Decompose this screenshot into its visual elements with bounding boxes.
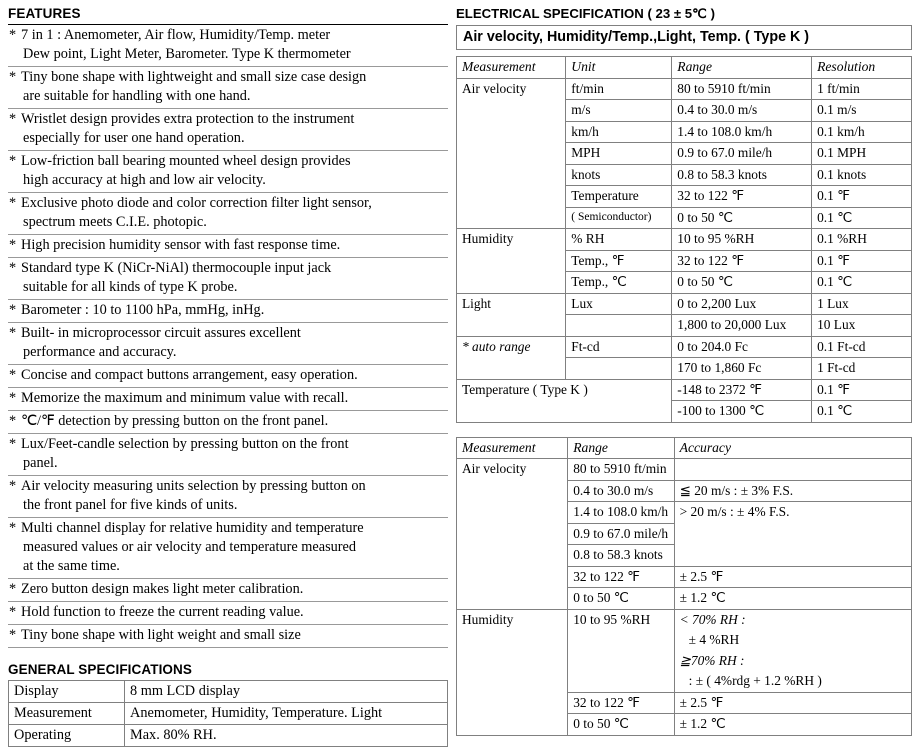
range-cell: 80 to 5910 ft/min xyxy=(568,459,674,481)
table-row xyxy=(457,609,912,630)
feature-line: panel. xyxy=(23,455,58,471)
feature-line: Exclusive photo diode and color correction filter light sensor, xyxy=(21,195,372,211)
bullet-icon: * xyxy=(9,153,17,169)
measurement-cell xyxy=(457,630,568,651)
accuracy-cell: > 20 m/s : ± 4% F.S. xyxy=(674,502,911,524)
unit-cell: Ft-cd xyxy=(566,336,672,358)
feature-line: Barometer : 10 to 1100 hPa, mmHg, inHg. xyxy=(21,302,265,318)
feature-item xyxy=(8,579,448,602)
table-row xyxy=(457,671,912,692)
feature-text xyxy=(21,110,448,148)
table-row xyxy=(457,692,912,714)
left-column xyxy=(8,6,448,747)
accuracy-cell xyxy=(674,545,911,567)
resolution-cell: 0.1 km/h xyxy=(812,121,912,143)
table-row xyxy=(457,630,912,651)
range-cell: 32 to 122 ℉ xyxy=(568,566,674,588)
feature-item xyxy=(8,109,448,151)
feature-line: Lux/Feet-candle selection by pressing button on the front xyxy=(21,436,349,452)
range-cell: 0 to 204.0 Fc xyxy=(672,336,812,358)
feature-line: Multi channel display for relative humidity and temperature xyxy=(21,520,364,536)
feature-line: performance and accuracy. xyxy=(23,344,177,360)
features-title: FEATURES xyxy=(8,6,81,21)
measurement-cell xyxy=(457,143,566,165)
accuracy-cell: ± 1.2 ℃ xyxy=(674,714,911,736)
feature-text xyxy=(21,366,448,385)
range-cell: 32 to 122 ℉ xyxy=(672,250,812,272)
range-cell: 32 to 122 ℉ xyxy=(568,692,674,714)
table-row xyxy=(457,315,912,337)
feature-text xyxy=(21,152,448,190)
accuracy-cell: ± 2.5 ℉ xyxy=(674,692,911,714)
accuracy-cell: ± 4 %RH xyxy=(674,630,911,651)
column-header: Range xyxy=(568,437,674,459)
bullet-icon: * xyxy=(9,111,17,127)
range-cell: 80 to 5910 ft/min xyxy=(672,78,812,100)
measurement-cell: * auto range xyxy=(457,336,566,358)
table-row xyxy=(457,336,912,358)
feature-item xyxy=(8,365,448,388)
table-row xyxy=(9,703,448,725)
range-cell: 10 to 95 %RH xyxy=(568,609,674,630)
table-row xyxy=(457,358,912,380)
table-row xyxy=(457,100,912,122)
feature-item xyxy=(8,518,448,579)
measurement-cell xyxy=(457,502,568,524)
accuracy-cell xyxy=(674,523,911,545)
resolution-cell: 0.1 %RH xyxy=(812,229,912,251)
feature-line: Dew point, Light Meter, Barometer. Type K thermometer xyxy=(23,46,351,62)
accuracy-cell xyxy=(674,459,911,481)
general-specifications-section xyxy=(8,662,448,747)
feature-text xyxy=(21,389,448,408)
electrical-specification-subtitle: Air velocity, Humidity/Temp.,Light, Temp. ( Type K ) xyxy=(456,25,912,50)
table-header-row xyxy=(457,437,912,459)
range-cell xyxy=(568,630,674,651)
measurement-cell: Air velocity xyxy=(457,459,568,481)
feature-line: Tiny bone shape with light weight and small size xyxy=(21,627,301,643)
measurement-cell xyxy=(457,272,566,294)
table-row xyxy=(457,523,912,545)
feature-text xyxy=(21,412,448,431)
measurement-cell xyxy=(457,480,568,502)
table-row xyxy=(457,651,912,672)
feature-line: Built- in microprocessor circuit assures excellent xyxy=(21,325,301,341)
table-row xyxy=(457,207,912,229)
unit-cell: MPH xyxy=(566,143,672,165)
unit-cell: Temp., ℃ xyxy=(566,272,672,294)
measurement-cell xyxy=(457,545,568,567)
table-row xyxy=(9,725,448,747)
table-row xyxy=(457,459,912,481)
specification-table xyxy=(456,56,912,423)
resolution-cell: 0.1 knots xyxy=(812,164,912,186)
resolution-cell: 0.1 Ft-cd xyxy=(812,336,912,358)
range-cell: 0 to 50 ℃ xyxy=(568,714,674,736)
bullet-icon: * xyxy=(9,413,17,429)
feature-item xyxy=(8,625,448,648)
feature-text xyxy=(21,194,448,232)
table-row xyxy=(457,401,912,423)
table-row xyxy=(457,379,912,401)
table-row xyxy=(457,164,912,186)
general-spec-value: Max. 80% RH. xyxy=(125,725,448,747)
feature-text xyxy=(21,324,448,362)
feature-line: Concise and compact buttons arrangement, easy operation. xyxy=(21,367,358,383)
measurement-cell xyxy=(457,121,566,143)
right-column xyxy=(456,6,912,736)
range-cell: 0 to 50 ℃ xyxy=(672,272,812,294)
table-row xyxy=(457,588,912,610)
features-list xyxy=(8,24,448,648)
table-row xyxy=(457,293,912,315)
unit-cell xyxy=(566,315,672,337)
table-row xyxy=(457,121,912,143)
table-row xyxy=(457,78,912,100)
resolution-cell: 0.1 ℉ xyxy=(812,250,912,272)
feature-text xyxy=(21,519,448,576)
feature-text xyxy=(21,26,448,64)
unit-cell: % RH xyxy=(566,229,672,251)
feature-text xyxy=(21,580,448,599)
measurement-cell xyxy=(457,671,568,692)
accuracy-cell: ≦ 20 m/s : ± 3% F.S. xyxy=(674,480,911,502)
feature-item xyxy=(8,434,448,476)
general-spec-value: 8 mm LCD display xyxy=(125,681,448,703)
accuracy-cell: ≧70% RH : xyxy=(674,651,911,672)
bullet-icon: * xyxy=(9,581,17,597)
feature-line: spectrum meets C.I.E. photopic. xyxy=(23,214,207,230)
unit-cell: Lux xyxy=(566,293,672,315)
bullet-icon: * xyxy=(9,302,17,318)
measurement-cell xyxy=(457,164,566,186)
unit-cell xyxy=(566,358,672,380)
bullet-icon: * xyxy=(9,325,17,341)
measurement-cell: Temperature ( Type K ) xyxy=(457,379,672,401)
measurement-cell xyxy=(457,523,568,545)
measurement-cell: Light xyxy=(457,293,566,315)
bullet-icon: * xyxy=(9,367,17,383)
measurement-cell xyxy=(457,100,566,122)
table-row xyxy=(457,714,912,736)
unit-cell: Temp., ℉ xyxy=(566,250,672,272)
feature-line: Hold function to freeze the current reading value. xyxy=(21,604,304,620)
feature-text xyxy=(21,68,448,106)
range-cell xyxy=(568,671,674,692)
measurement-cell xyxy=(457,186,566,208)
feature-item xyxy=(8,235,448,258)
measurement-cell xyxy=(457,651,568,672)
feature-line: Wristlet design provides extra protection to the instrument xyxy=(21,111,355,127)
measurement-cell xyxy=(457,250,566,272)
resolution-cell: 0.1 ℃ xyxy=(812,272,912,294)
table-row xyxy=(457,566,912,588)
table-row xyxy=(457,502,912,524)
feature-line: are suitable for handling with one hand. xyxy=(23,88,251,104)
feature-line: especially for user one hand operation. xyxy=(23,130,245,146)
unit-cell: Temperature xyxy=(566,186,672,208)
feature-text xyxy=(21,435,448,473)
range-cell: 0.8 to 58.3 knots xyxy=(672,164,812,186)
feature-line: High precision humidity sensor with fast response time. xyxy=(21,237,341,253)
measurement-cell: Humidity xyxy=(457,229,566,251)
measurement-cell xyxy=(457,692,568,714)
table-row xyxy=(457,545,912,567)
feature-line: measured values or air velocity and temperature measured xyxy=(23,539,357,555)
range-cell: 0.9 to 67.0 mile/h xyxy=(568,523,674,545)
feature-item xyxy=(8,388,448,411)
bullet-icon: * xyxy=(9,260,17,276)
measurement-cell xyxy=(457,401,672,423)
range-cell: 1.4 to 108.0 km/h xyxy=(672,121,812,143)
feature-item xyxy=(8,258,448,300)
measurement-cell xyxy=(457,358,566,380)
feature-text xyxy=(21,236,448,255)
feature-line: Standard type K (NiCr-NiAl) thermocouple input jack xyxy=(21,260,332,276)
range-cell: 32 to 122 ℉ xyxy=(672,186,812,208)
measurement-cell: Humidity xyxy=(457,609,568,630)
column-header: Range xyxy=(672,57,812,79)
unit-cell: ft/min xyxy=(566,78,672,100)
feature-item xyxy=(8,411,448,434)
feature-line: Low-friction ball bearing mounted wheel design provides xyxy=(21,153,351,169)
feature-item xyxy=(8,476,448,518)
unit-cell: m/s xyxy=(566,100,672,122)
bullet-icon: * xyxy=(9,478,17,494)
feature-item xyxy=(8,25,448,67)
resolution-cell: 1 Lux xyxy=(812,293,912,315)
bullet-icon: * xyxy=(9,627,17,643)
general-spec-value: Anemometer, Humidity, Temperature. Light xyxy=(125,703,448,725)
general-specifications-table xyxy=(8,680,448,747)
table-row xyxy=(457,272,912,294)
column-header: Resolution xyxy=(812,57,912,79)
bullet-icon: * xyxy=(9,27,17,43)
feature-line: Tiny bone shape with lightweight and small size case design xyxy=(21,69,367,85)
feature-line: 7 in 1 : Anemometer, Air flow, Humidity/Temp. meter xyxy=(21,27,331,43)
column-header: Accuracy xyxy=(674,437,911,459)
feature-line: ℃/℉ detection by pressing button on the front panel. xyxy=(21,413,329,429)
feature-line: at the same time. xyxy=(23,558,120,574)
feature-line: the front panel for five kinds of units. xyxy=(23,497,238,513)
resolution-cell: 0.1 MPH xyxy=(812,143,912,165)
bullet-icon: * xyxy=(9,520,17,536)
resolution-cell: 10 Lux xyxy=(812,315,912,337)
measurement-cell: Air velocity xyxy=(457,78,566,100)
feature-item xyxy=(8,323,448,365)
range-cell: 170 to 1,860 Fc xyxy=(672,358,812,380)
range-cell: 1,800 to 20,000 Lux xyxy=(672,315,812,337)
general-specifications-title: GENERAL SPECIFICATIONS xyxy=(8,662,192,677)
unit-cell: ( Semiconductor) xyxy=(566,207,672,229)
resolution-cell: 0.1 m/s xyxy=(812,100,912,122)
feature-line: Memorize the maximum and minimum value with recall. xyxy=(21,390,349,406)
resolution-cell: 0.1 ℃ xyxy=(812,207,912,229)
table-row xyxy=(457,186,912,208)
unit-cell: knots xyxy=(566,164,672,186)
feature-line: suitable for all kinds of type K probe. xyxy=(23,279,238,295)
measurement-cell xyxy=(457,315,566,337)
table-row xyxy=(457,143,912,165)
general-spec-key: Display xyxy=(9,681,125,703)
feature-item xyxy=(8,602,448,625)
range-cell: 0.4 to 30.0 m/s xyxy=(568,480,674,502)
range-cell: 0 to 50 ℃ xyxy=(672,207,812,229)
table-row xyxy=(457,250,912,272)
feature-item xyxy=(8,193,448,235)
column-header: Unit xyxy=(566,57,672,79)
table-row xyxy=(457,480,912,502)
table-row xyxy=(9,681,448,703)
column-header: Measurement xyxy=(457,437,568,459)
bullet-icon: * xyxy=(9,69,17,85)
feature-line: Zero button design makes light meter calibration. xyxy=(21,581,304,597)
general-spec-key: Operating xyxy=(9,725,125,747)
bullet-icon: * xyxy=(9,390,17,406)
bullet-icon: * xyxy=(9,436,17,452)
accuracy-table xyxy=(456,437,912,736)
feature-text xyxy=(21,301,448,320)
range-cell xyxy=(568,651,674,672)
range-cell: -100 to 1300 ℃ xyxy=(672,401,812,423)
range-cell: -148 to 2372 ℉ xyxy=(672,379,812,401)
range-cell: 0.8 to 58.3 knots xyxy=(568,545,674,567)
feature-item xyxy=(8,151,448,193)
bullet-icon: * xyxy=(9,195,17,211)
feature-text xyxy=(21,477,448,515)
table-header-row xyxy=(457,57,912,79)
feature-item xyxy=(8,67,448,109)
range-cell: 0 to 50 ℃ xyxy=(568,588,674,610)
resolution-cell: 0.1 ℃ xyxy=(812,401,912,423)
accuracy-cell: < 70% RH : xyxy=(674,609,911,630)
resolution-cell: 1 ft/min xyxy=(812,78,912,100)
resolution-cell: 0.1 ℉ xyxy=(812,186,912,208)
unit-cell: km/h xyxy=(566,121,672,143)
accuracy-cell: ± 1.2 ℃ xyxy=(674,588,911,610)
bullet-icon: * xyxy=(9,237,17,253)
feature-line: Air velocity measuring units selection by pressing button on xyxy=(21,478,366,494)
measurement-cell xyxy=(457,566,568,588)
feature-text xyxy=(21,626,448,645)
measurement-cell xyxy=(457,207,566,229)
feature-text xyxy=(21,259,448,297)
measurement-cell xyxy=(457,714,568,736)
accuracy-cell: : ± ( 4%rdg + 1.2 %RH ) xyxy=(674,671,911,692)
column-header: Measurement xyxy=(457,57,566,79)
general-spec-key: Measurement xyxy=(9,703,125,725)
feature-item xyxy=(8,300,448,323)
feature-text xyxy=(21,603,448,622)
resolution-cell: 1 Ft-cd xyxy=(812,358,912,380)
range-cell: 0.4 to 30.0 m/s xyxy=(672,100,812,122)
bullet-icon: * xyxy=(9,604,17,620)
range-cell: 0 to 2,200 Lux xyxy=(672,293,812,315)
range-cell: 1.4 to 108.0 km/h xyxy=(568,502,674,524)
range-cell: 10 to 95 %RH xyxy=(672,229,812,251)
measurement-cell xyxy=(457,588,568,610)
accuracy-cell: ± 2.5 ℉ xyxy=(674,566,911,588)
range-cell: 0.9 to 67.0 mile/h xyxy=(672,143,812,165)
resolution-cell: 0.1 ℉ xyxy=(812,379,912,401)
table-row xyxy=(457,229,912,251)
electrical-specification-title: ELECTRICAL SPECIFICATION ( 23 ± 5℃ ) xyxy=(456,6,715,21)
feature-line: high accuracy at high and low air velocity. xyxy=(23,172,266,188)
